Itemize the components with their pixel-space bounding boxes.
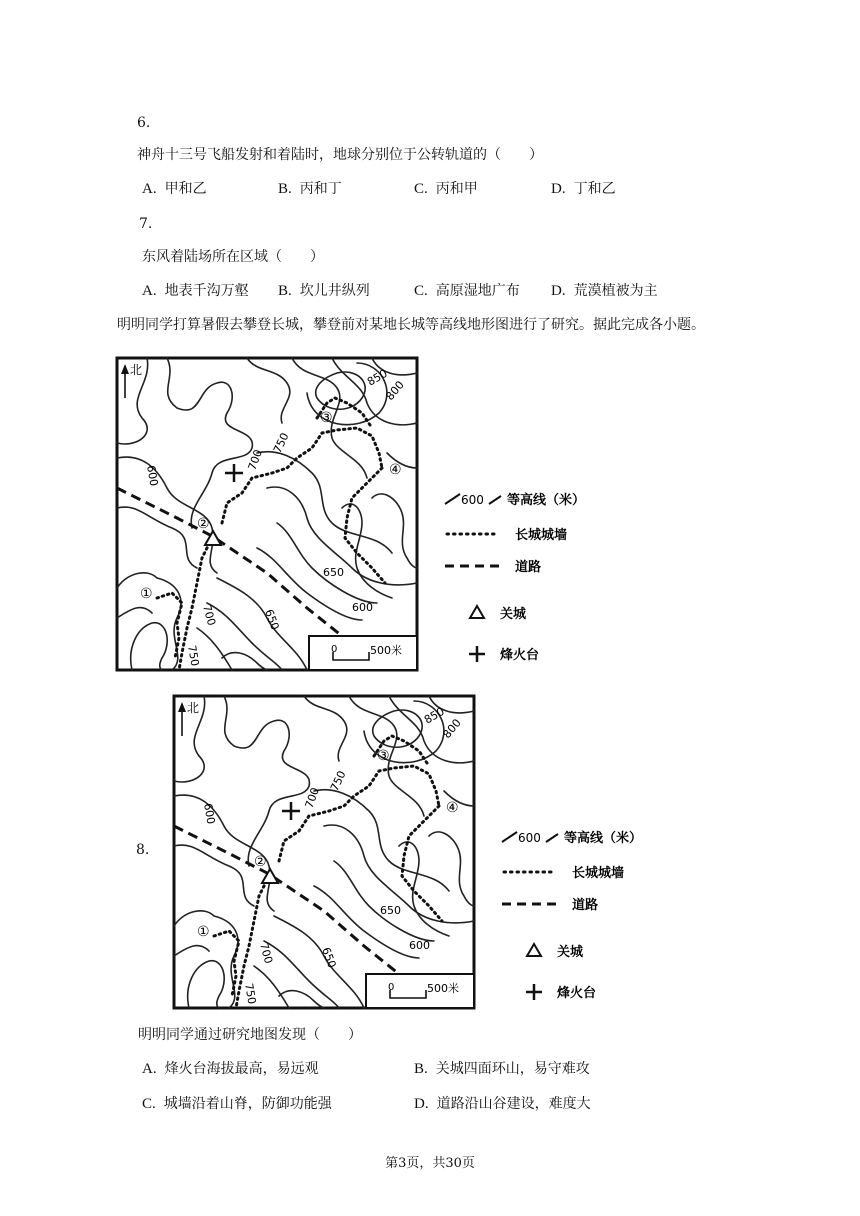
option-key: B.	[278, 181, 292, 197]
option-key: C.	[142, 1096, 156, 1112]
site-label-4: ④	[389, 462, 402, 478]
site-label-3: ③	[320, 410, 333, 426]
option-text: 道路沿山谷建设，难度大	[436, 1096, 591, 1112]
q6-stem: 神舟十三号飞船发射和着陆时，地球分别位于公转轨道的（ ）	[137, 147, 543, 163]
option-text: 地表千沟万壑	[164, 283, 249, 299]
site-label-3: ③	[377, 748, 390, 764]
contour-label: 650	[319, 945, 339, 970]
option-text: 丙和甲	[435, 181, 478, 197]
q7-option-d[interactable]	[551, 282, 658, 300]
q6-option-c[interactable]	[414, 180, 478, 198]
option-key: B.	[414, 1061, 428, 1077]
q8-option-d[interactable]	[414, 1095, 591, 1113]
contour-label: 600	[352, 601, 373, 614]
site-label-1: ①	[140, 586, 153, 602]
option-key: D.	[414, 1096, 429, 1112]
contour-label: 600	[144, 464, 161, 488]
site-label-2: ②	[197, 516, 210, 532]
legend-contour: 等高线（米）	[507, 493, 586, 508]
option-key: C.	[414, 181, 428, 197]
q7-stem: 东风着陆场所在区域（ ）	[142, 249, 324, 265]
contour-label: 700	[257, 941, 276, 966]
contour-label: 650	[380, 904, 401, 917]
contour-label: 800	[383, 378, 407, 403]
map-legend	[502, 830, 642, 1001]
option-key: A.	[142, 1061, 157, 1077]
contour-label: 600	[201, 802, 218, 826]
legend-pass: 关城	[557, 945, 584, 960]
option-text: 丁和乙	[573, 181, 616, 197]
contour-label: 700	[245, 447, 266, 473]
scale-zero: 0	[331, 644, 338, 655]
q8-stem: 明明同学通过研究地图发现（ ）	[138, 1027, 362, 1043]
contour-label: 700	[200, 603, 219, 628]
option-key: A.	[142, 283, 157, 299]
contour-label: 750	[327, 768, 349, 794]
q8-option-a[interactable]	[142, 1060, 319, 1078]
q7-option-c[interactable]	[414, 282, 520, 300]
contour-label: 750	[185, 644, 202, 668]
option-text: 城墙沿着山脊，防御功能强	[163, 1096, 332, 1112]
contour-map-figure	[172, 694, 692, 1010]
q8-option-b[interactable]	[414, 1060, 590, 1078]
option-text: 荒漠植被为主	[573, 283, 658, 299]
scale-zero: 0	[388, 982, 395, 993]
option-text: 关城四面环山，易守难攻	[435, 1061, 590, 1077]
contour-label: 650	[323, 566, 344, 579]
scale-label: 500米	[370, 644, 402, 657]
map-legend	[445, 492, 585, 663]
option-text: 甲和乙	[164, 181, 207, 197]
contour-label: 650	[262, 607, 282, 632]
q7-number: 7.	[139, 216, 153, 232]
q6-option-a[interactable]	[142, 180, 207, 198]
legend-contour-value: 600	[461, 493, 484, 507]
q7-option-b[interactable]	[278, 282, 370, 300]
legend-beacon: 烽火台	[500, 648, 540, 663]
north-label: 北	[130, 363, 143, 377]
contour-label: 700	[302, 785, 323, 811]
legend-beacon: 烽火台	[557, 986, 597, 1001]
contour-map-figure	[115, 356, 635, 672]
q6-option-d[interactable]	[551, 180, 616, 198]
north-label: 北	[187, 701, 200, 715]
q6-option-b[interactable]	[278, 180, 342, 198]
topo-map-2	[172, 694, 692, 1010]
contour-label: 750	[270, 430, 292, 456]
page-footer: 第3页，共30页	[385, 1156, 475, 1171]
option-key: C.	[414, 283, 428, 299]
legend-road: 道路	[515, 560, 542, 575]
scale-label: 500米	[427, 982, 459, 995]
option-text: 丙和丁	[299, 181, 342, 197]
q7-option-a[interactable]	[142, 282, 249, 300]
legend-road: 道路	[572, 898, 599, 913]
legend-wall: 长城城墙	[515, 528, 568, 543]
option-key: D.	[551, 283, 566, 299]
site-label-4: ④	[446, 800, 459, 816]
legend-contour: 等高线（米）	[564, 831, 643, 846]
section-intro: 明明同学打算暑假去攀登长城，攀登前对某地长城等高线地形图进行了研究。据此完成各小题。	[117, 317, 705, 333]
q6-number: 6.	[137, 115, 151, 131]
contour-label: 850	[365, 366, 390, 389]
legend-contour-value: 600	[518, 831, 541, 845]
option-key: D.	[551, 181, 566, 197]
contour-label: 800	[440, 716, 464, 741]
option-text: 高原湿地广布	[435, 283, 520, 299]
contour-label: 600	[409, 939, 430, 952]
legend-wall: 长城城墙	[572, 866, 625, 881]
legend-pass: 关城	[500, 607, 527, 622]
topo-map-1	[115, 356, 635, 672]
option-key: A.	[142, 181, 157, 197]
option-text: 烽火台海拔最高，易远观	[164, 1061, 319, 1077]
contour-label: 750	[242, 982, 259, 1006]
q8-option-c[interactable]	[142, 1095, 332, 1113]
option-key: B.	[278, 283, 292, 299]
contour-label: 850	[422, 704, 447, 727]
q8-number: 8.	[136, 842, 150, 858]
site-label-1: ①	[197, 924, 210, 940]
option-text: 坎儿井纵列	[299, 283, 370, 299]
site-label-2: ②	[254, 854, 267, 870]
